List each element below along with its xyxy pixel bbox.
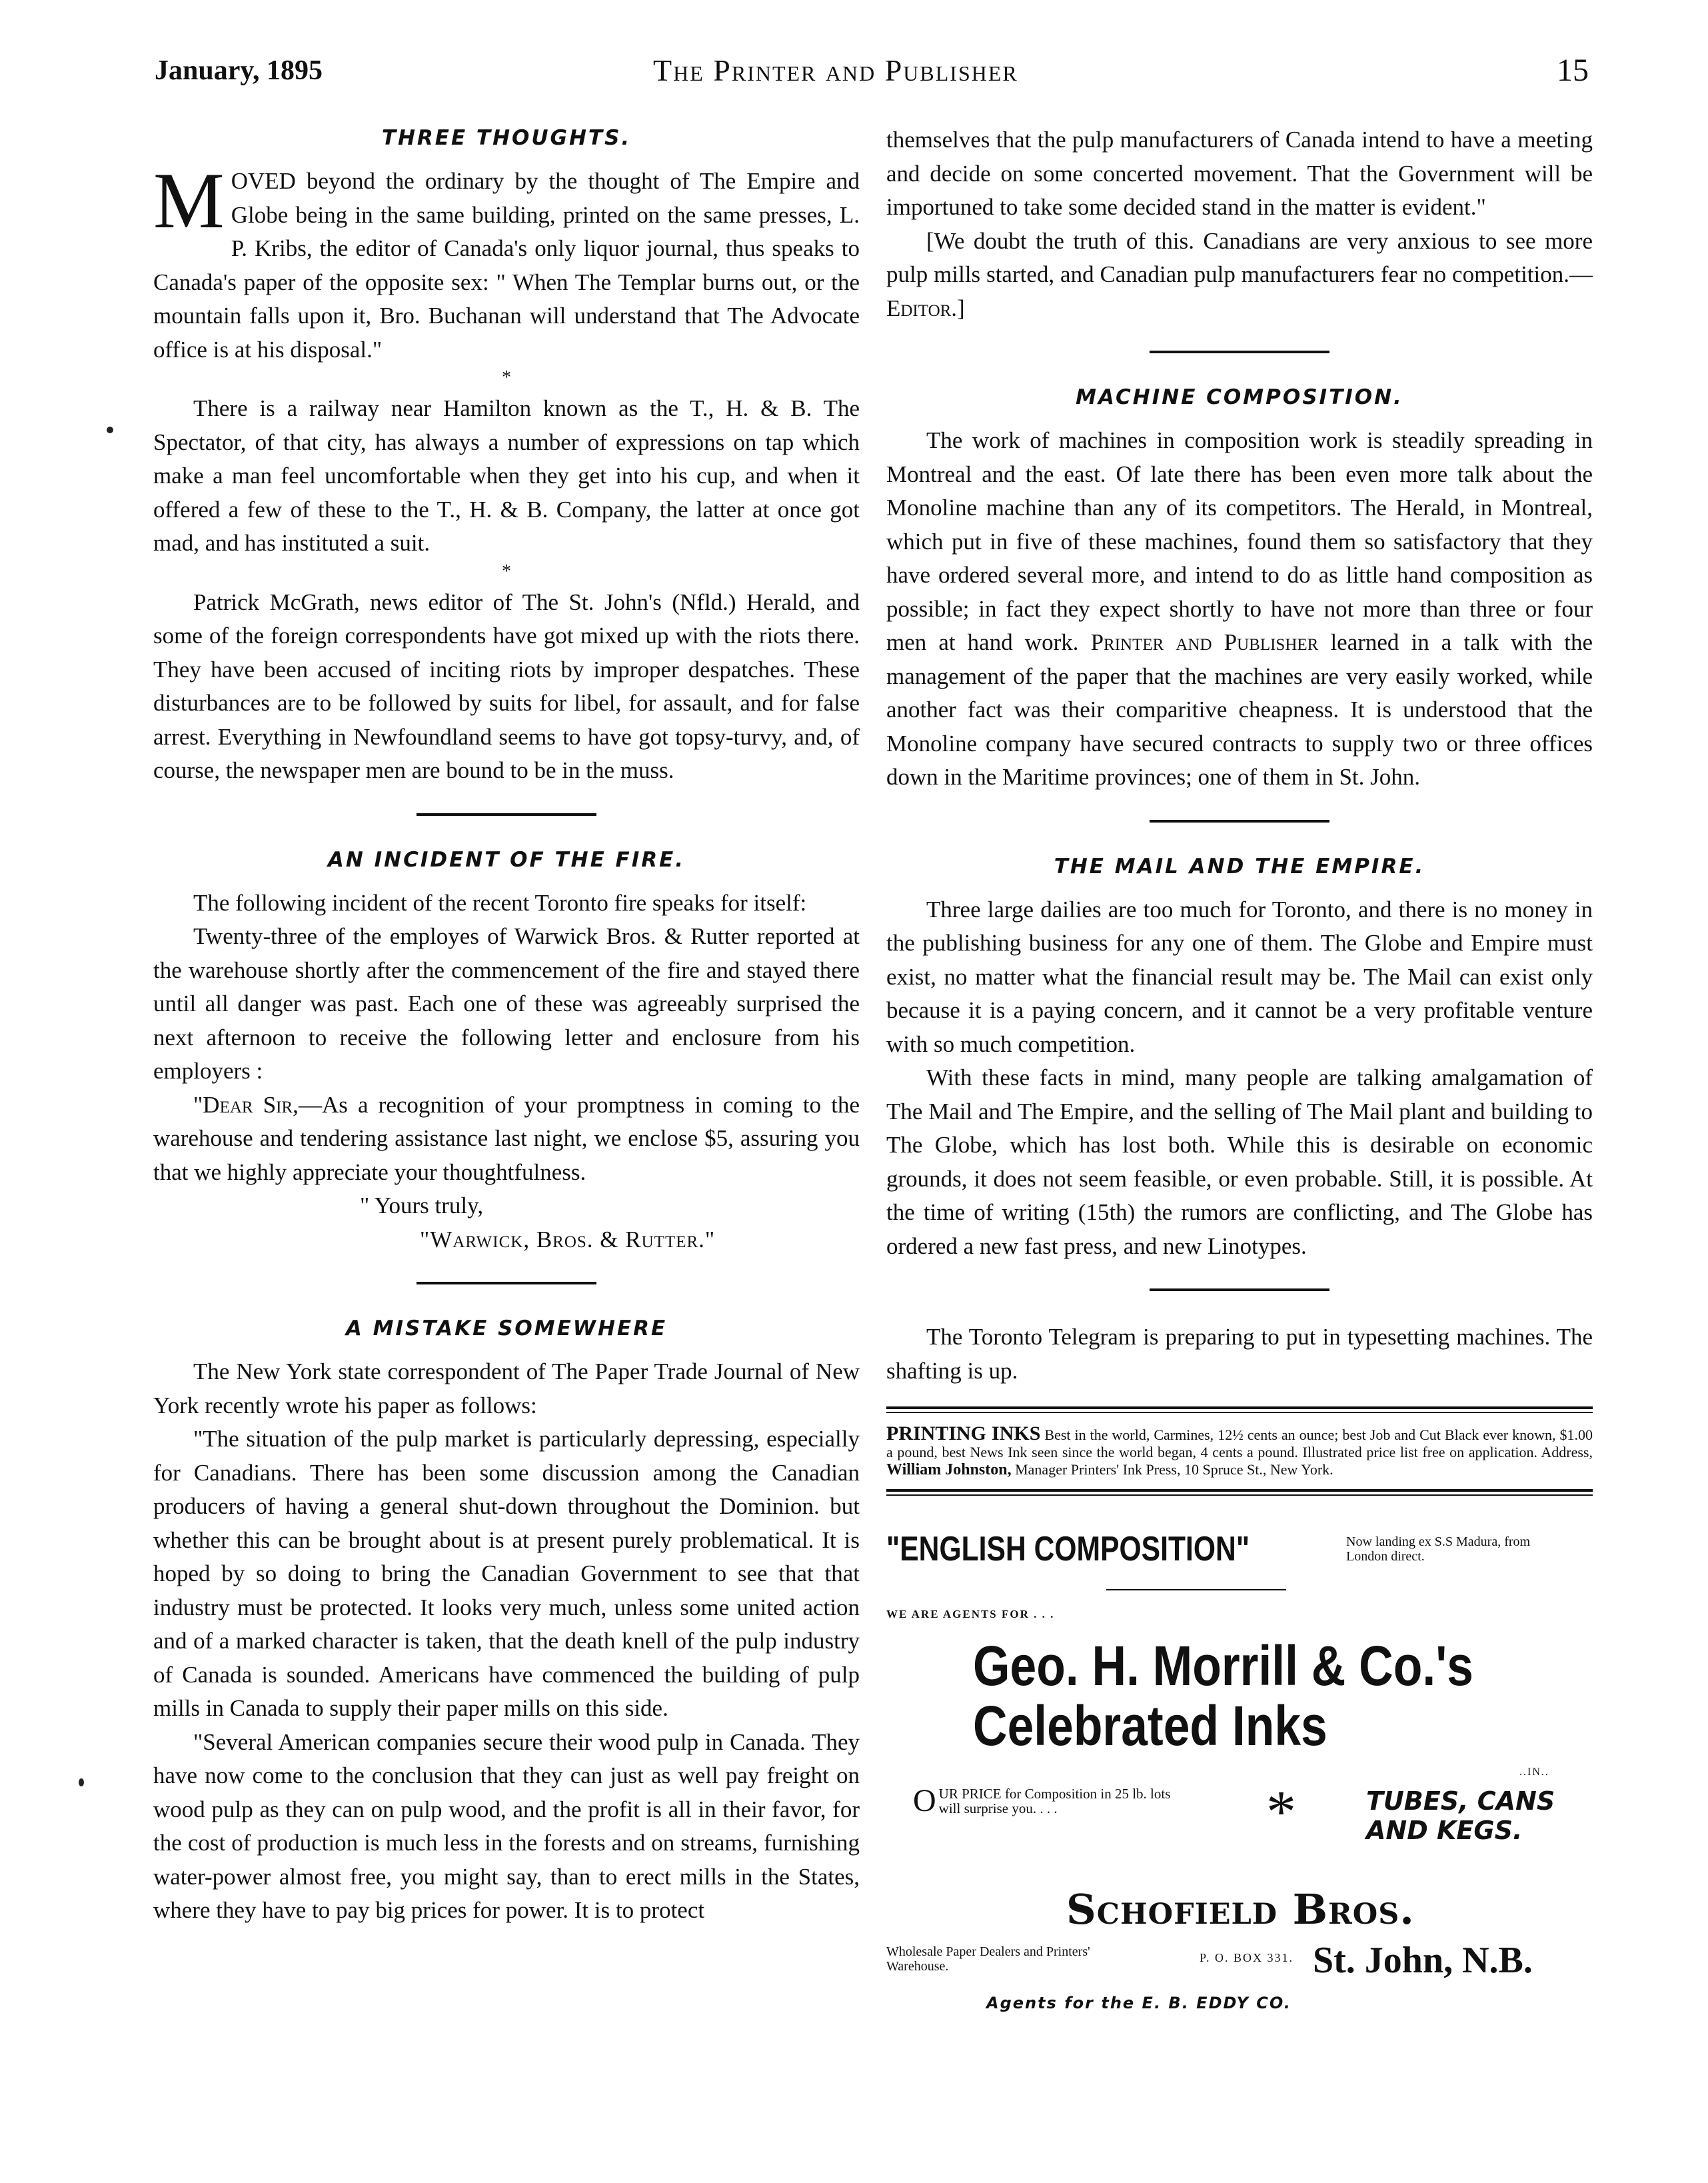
left-column: [153, 123, 860, 2156]
article-paragraph: The New York state correspondent of The Paper Trade Journal of New York recently wrote his paper as follows:: [153, 1358, 860, 1418]
english-composition-note: Now landing ex S.S Madura, from London direct.: [1346, 1534, 1531, 1564]
article-paragraph: There is a railway near Hamilton known as the T., H. & B. The Spectator, of that city, has always a number of expressions on tap which make a man feel uncomfortable when they get into his cup, and when it offered a few of these to the T., H. & B. Company, the latter at once got mad, and has instituted a suit.: [153, 395, 860, 556]
agents-line: WE ARE AGENTS FOR . . .: [886, 1608, 1055, 1620]
article-heading: THREE THOUGHTS.: [381, 126, 632, 150]
printing-inks-ad: PRINTING INKS Best in the world, Carmines, 12½ cents an ounce; best Job and Cut Black ever known, $1.00 a pound, best News Ink seen since the world began, 4 cents a pound. Illustrated price list free on application. Address, William Johnston, Manager Printers' Ink Press, 10 Spruce St., New York.: [886, 1422, 1593, 1478]
ad-rule: [886, 1494, 1593, 1496]
eddy-agents-note: Agents for the E. B. EDDY CO.: [986, 1994, 1291, 2012]
wholesale-note: Wholesale Paper Dealers and Printers' Warehouse.: [886, 1944, 1090, 1974]
article-heading: A MISTAKE SOMEWHERE: [345, 1316, 668, 1340]
article-paragraph: Three large dailies are too much for Toronto, and there is no money in the publishing business for any one of them. The Globe and Empire must exist, no matter what the financial result may be. The Mail can exist only because it is a paying concern, and it cannot be a very profitable venture with so much competition.: [886, 896, 1593, 1057]
header-title: The Printer and Publisher: [653, 53, 1018, 87]
morrill-inks: Celebrated Inks: [973, 1694, 1327, 1757]
section-rule: [417, 1282, 596, 1284]
article-heading: MACHINE COMPOSITION.: [1076, 385, 1403, 409]
article-paragraph: The following incident of the recent Toronto fire speaks for itself:: [193, 889, 807, 916]
section-rule: [1150, 820, 1329, 823]
english-composition-ad: [886, 1529, 1593, 1569]
drop-cap: M: [153, 156, 225, 245]
tubes-prefix: ..IN..: [1519, 1766, 1549, 1778]
article-mail-and-empire: [886, 852, 1593, 1264]
schofield-address-row: [886, 1940, 1593, 1987]
letter-signature: "Warwick, Bros. & Rutter.": [420, 1226, 716, 1252]
article-paragraph: The work of machines in composition work is steadily spreading in Montreal and the east. Of late there has been even more talk about the Monoline machine than any of its competitors. The Herald, in Montreal, which put in five of these machines, found them so satisfactory that they have ordered several more, and intend to do as little hand composition as possible; in fact they expect shortly to have not more than three or four men at hand work. Printer and Publisher learned in a talk with the management of the paper that the machines are very easily worked, while another fact was their comparitive cheapness. It is understood that the Monoline company have secured contracts to supply two or three offices down in the Maritime provinces; one of them in St. John.: [886, 427, 1593, 790]
page-number: 15: [1557, 53, 1589, 88]
article-continuation: [886, 123, 1593, 325]
separator-star: *: [502, 367, 511, 388]
article-incident-of-the-fire: [153, 845, 860, 1257]
header-date: January, 1895: [155, 55, 323, 86]
morrill-name: Geo. H. Morrill & Co.'s: [973, 1634, 1473, 1697]
schofield-bros-name: Schofield Bros.: [1066, 1885, 1415, 1934]
right-column: [886, 123, 1593, 2156]
article-three-thoughts: [153, 123, 860, 788]
article-paragraph: The Toronto Telegram is preparing to put in typesetting machines. The shafting is up.: [886, 1324, 1593, 1384]
section-rule: [1150, 351, 1329, 353]
article-heading: AN INCIDENT OF THE FIRE.: [327, 847, 686, 872]
english-composition-title: "ENGLISH COMPOSITION": [886, 1530, 1250, 1568]
asterisk-ornament: *: [1266, 1779, 1296, 1845]
advertisement-block: [886, 1406, 1593, 2012]
article-paragraph: Patrick McGrath, news editor of The St. John's (Nfld.) Herald, and some of the foreign correspondents have got mixed up with the riots there. They have been accused of inciting riots by improper despatches. These disturbances are to be followed by suits for libel, for assault, and for false arrest. Everything in Newfoundland seems to have got topsy-turvy, and, of course, the newspaper men are bound to be in the muss.: [153, 589, 860, 783]
po-box: P. O. BOX 331.: [1200, 1951, 1294, 1964]
ad-rule: [886, 1406, 1593, 1409]
st-john-location: St. John, N.B.: [1313, 1940, 1533, 1981]
article-heading: THE MAIL AND THE EMPIRE.: [1054, 854, 1425, 879]
ad-rule: [1106, 1589, 1286, 1590]
article-paragraph: themselves that the pulp manufacturers of Canada intend to have a meeting and decide on some concerted movement. That the Government will be importuned to take some decided stand in the matter is evident.": [886, 127, 1593, 220]
letter-closing: " Yours truly,: [360, 1192, 484, 1218]
tubes-cans-kegs: TUBES, CANS AND KEGS.: [1366, 1786, 1555, 1845]
letter-paragraph: "Dear Sir,—As a recognition of your promptness in coming to the warehouse and tendering assistance last night, we enclose $5, assuring you that we highly appreciate your thoughtfulness.: [153, 1091, 860, 1185]
article-paragraph: With these facts in mind, many people are talking amalgamation of The Mail and The Empire, and the selling of The Mail plant and building to The Globe, which has lost both. While this is desirable on economic grounds, it does not seem feasible, or even probable. Still, it is possible. At the time of writing (15th) the rumors are conflicting, and The Globe has ordered a new fast press, and new Linotypes.: [886, 1065, 1593, 1259]
section-rule: [417, 813, 596, 816]
article-paragraph: Twenty-three of the employes of Warwick Bros. & Rutter reported at the warehouse shortly after the commencement of the fire and stayed there until all danger was past. Each one of these was agreeably surprised the next afternoon to receive the following letter and enclosure from his employers :: [153, 923, 860, 1084]
ad-rule: [886, 1489, 1593, 1492]
article-paragraph: MOVED beyond the ordinary by the thought of The Empire and Globe being in the same building, printed on the same presses, L. P. Kribs, the editor of Canada's only liquor journal, thus speaks to Canada's paper of the opposite sex: " When The Templar burns out, or the mountain falls upon it, Bro. Buchanan will understand that The Advocate office is at his disposal.": [153, 156, 860, 363]
article-paragraph: "The situation of the pulp market is particularly depressing, especially for Canadians. There has been some discussion among the Canadian producers of having a general shut-down throughout the Dominion. but whether this can be brought about is at present purely problematical. It is hoped by so doing to bring the Canadian Government to see that that industry must be protected. It looks very much, unless some united action and of a marked character is taken, that the death knell of the pulp industry of Canada is sounded. Americans have commenced the building of pulp mills in Canada to supply their paper mills on this side.: [153, 1426, 860, 1721]
article-paragraph: "Several American companies secure their wood pulp in Canada. They have now come to the conclusion that they can just as well pay freight on wood pulp as they can on pulp wood, and the profit is all in their favor, for the cost of production is much less in the forests and on streams, furnishing water-power almost free, you might say, than to erect mills in the States, where they have to pay big prices for power. It is to protect: [153, 1728, 860, 1923]
ad-rule: [886, 1412, 1593, 1413]
margin-speck: [79, 1778, 84, 1786]
price-row: [886, 1766, 1593, 1876]
article-mistake-somewhere: [153, 1314, 860, 1928]
article-machine-composition: [886, 383, 1593, 795]
editor-note: [We doubt the truth of this. Canadians are very anxious to see more pulp mills started, and Canadian pulp manufacturers fear no competition.—Editor.]: [886, 227, 1593, 321]
section-rule: [1150, 1288, 1329, 1291]
separator-star: *: [502, 561, 511, 582]
margin-speck: [107, 427, 113, 433]
price-note: OUR PRICE for Composition in 25 lb. lots will surprise you. . . .: [913, 1783, 1171, 1818]
